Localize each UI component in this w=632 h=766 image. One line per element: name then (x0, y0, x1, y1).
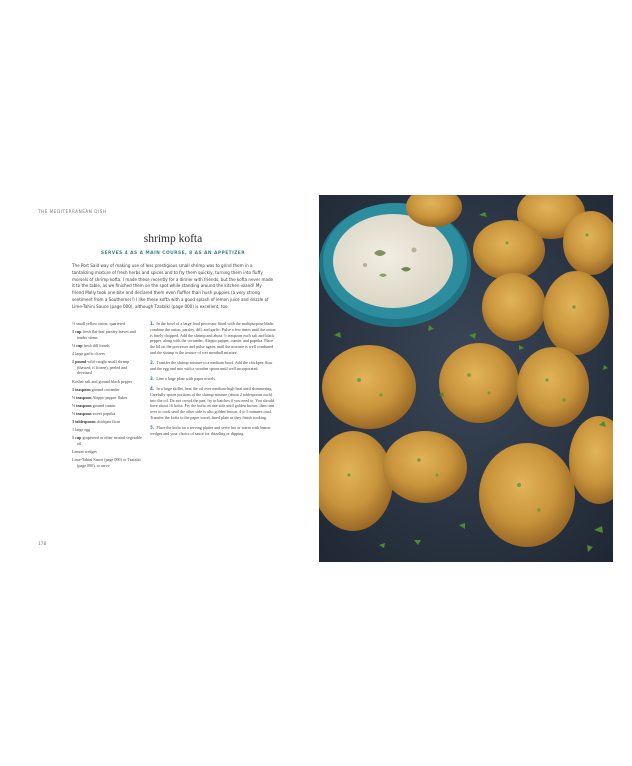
ingredient-item: 4 large garlic cloves (72, 350, 106, 356)
recipe-title: shrimp kofta (143, 233, 203, 245)
kofta-photo (319, 195, 613, 562)
serves-line: SERVES 4 AS A MAIN COURSE, 8 AS AN APPETIZER (100, 251, 246, 256)
running-head: THE MEDITERRANEAN DISH (38, 209, 107, 214)
recipe-intro: The Port Said way of making use of less prestigious small shrimp was to grind them in a tantalizing mixture of fresh herbs and spices and to fry them quickly, turning them into fluffy morsels of shrimp kofta. I made these recently for a dinner with friends, but the kofta never made it to the table, as we finished them on the spot while standing around the kitchen island! My friend Molly took one bite and declared them even fluffier than hush puppies (a very strong sentiment from a Southerner!) I like these kofta with a good splash of lemon juice and drizzle of Lime-Tahini Sauce (page 000), although Tzatziki (page 000) is excellent, too. (72, 263, 274, 309)
method-step: 5. Place the kofta on a serving platter and serve hot or warm with lemon wedges and your choice of sauce for drizzling or dipping. (150, 425, 271, 436)
ingredient-item: 3 tablespoons chickpea flour (72, 419, 121, 425)
method-step: 1. In the bowl of a large food processor fitted with the multipurpose blade, combine the onion, parsley, dill, and garlic. Pulse a few times until the onion is finely chopped. Add the shrimp and about ½ teaspoon each salt and black pepper, along with the coriander, Aleppo pepper, cumin, and paprika. Place the lid on the processor and pulse again, until the mixture is well combined and the shrimp is the texture of wet meatball mixture. (150, 321, 276, 355)
method-steps (150, 321, 276, 441)
method-step: 3. Line a large plate with paper towels. (150, 375, 217, 381)
ingredient-item: ½ teaspoon sweet paprika (72, 410, 116, 416)
method-step: 4. In a large skillet, heat the oil over medium-high heat until shimmering. Carefully spoon portions of the shrimp mixture (about 2 tablespoons each) into the oil. Do not crowd the pan; fry in batches if you need to. You should have about 16 kofta. Fry the kofta on one side until golden brown, then turn over to cook until the other side is also golden brown, 4 to 5 minutes total. Transfer the kofta to the paper towel–lined plate as they finish cooking. (150, 386, 275, 421)
ingredient-item: ½ small yellow onion, quartered (72, 321, 125, 326)
ingredient-item: ½ cup fresh dill fronds (72, 342, 110, 348)
ingredient-item: 1 cup grapeseed or other neutral vegetable oil (72, 435, 142, 446)
ingredient-item: Kosher salt and ground black pepper (72, 378, 133, 384)
ingredient-item: Lime-Tahini Sauce (page 000) or Tzatziki (page 000), to serve (72, 457, 141, 468)
ingredient-item: 1 cup fresh flat-leaf parsley leaves and tender stems (72, 329, 136, 340)
method-step: 2. Transfer the shrimp mixture to a medium bowl. Add the chickpea flour and the egg and mix with a wooden spoon until well incorporated. (150, 360, 273, 371)
ingredient-item: 1 large egg (72, 427, 91, 433)
ingredient-item: Lemon wedges (72, 449, 97, 455)
ingredient-item: ½ teaspoon ground cumin (72, 402, 116, 408)
ingredient-item: 1 teaspoon ground coriander (72, 386, 120, 392)
ingredient-item: 1 pound wild-caught small shrimp (thawed, if frozen), peeled and deveined (72, 359, 130, 376)
ingredient-list (72, 321, 142, 471)
food-photo-illustration (319, 195, 613, 562)
page-number: 178 (38, 542, 47, 547)
ingredient-item: ½ teaspoon Aleppo pepper flakes (72, 394, 128, 400)
